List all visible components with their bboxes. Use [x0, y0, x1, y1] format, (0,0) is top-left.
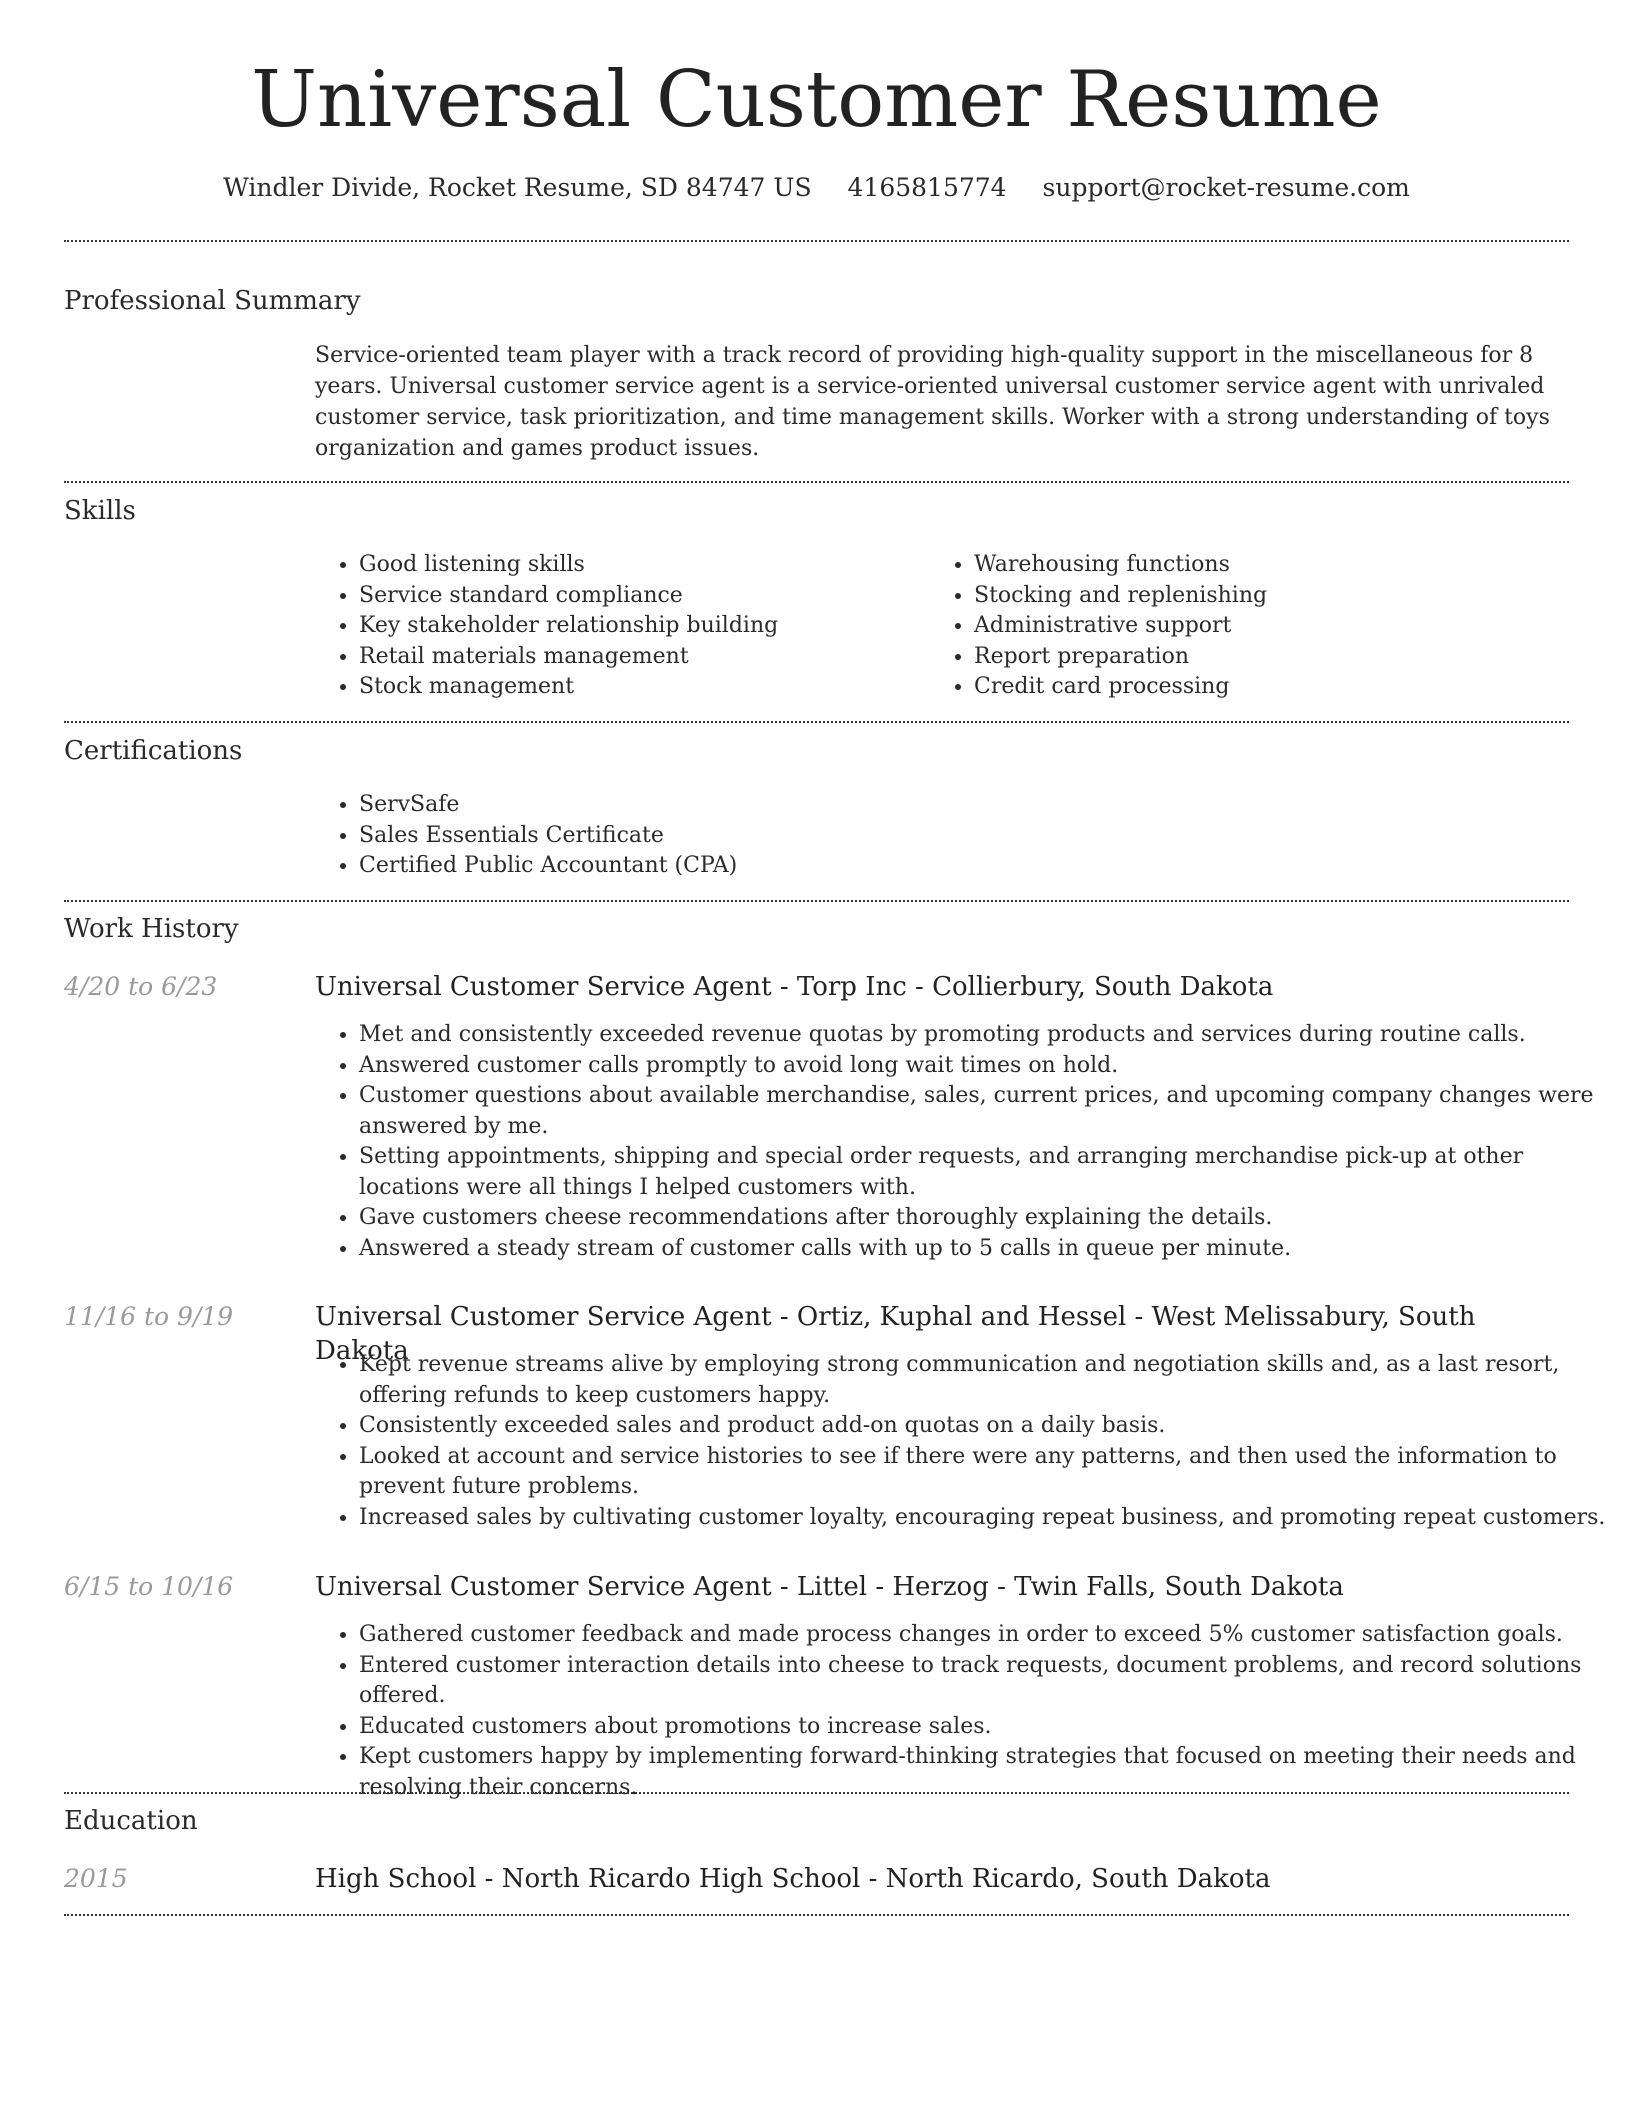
list-item: • Customer questions about available merchandise, sales, current prices, and upcoming company changes were answered by me. — [359, 1081, 1613, 1142]
list-item: • ServSafe — [359, 790, 1613, 821]
list-item: • Answered a steady stream of customer calls with up to 5 calls in queue per minute. — [359, 1234, 1613, 1265]
list-item: • Administrative support — [974, 611, 1574, 642]
list-item: • Kept revenue streams alive by employing strong communication and negotiation skills and, as a last resort, offering refunds to keep customers happy. — [359, 1350, 1613, 1411]
job-date: 4/20 to 6/23 — [64, 972, 218, 1001]
list-item: • Entered customer interaction details into cheese to track requests, document problems, and record solutions offered. — [359, 1651, 1613, 1712]
job-bullets — [315, 1620, 1613, 1803]
list-item: • Increased sales by cultivating customer loyalty, encouraging repeat business, and promoting repeat customers. — [359, 1503, 1613, 1534]
divider — [64, 240, 1569, 242]
list-item: • Educated customers about promotions to increase sales. — [359, 1712, 1613, 1743]
job-bullets — [315, 1020, 1613, 1264]
divider — [64, 1914, 1569, 1916]
divider — [64, 481, 1569, 483]
list-item: • Kept customers happy by implementing forward-thinking strategies that focused on meeting their needs and resolving their concerns. — [359, 1742, 1613, 1803]
skills-list-left — [315, 550, 929, 703]
list-item: • Sales Essentials Certificate — [359, 821, 1613, 852]
skills-list-right — [930, 550, 1574, 703]
list-item: • Good listening skills — [359, 550, 929, 581]
list-item: • Report preparation — [974, 642, 1574, 673]
contact-address: Windler Divide, Rocket Resume, SD 84747 US — [223, 173, 812, 202]
job-title: Universal Customer Service Agent - Ortiz, Kuphal and Hessel - West Melissabury, South Dakota — [315, 1302, 1476, 1366]
summary-text: Service-oriented team player with a track record of providing high-quality support in the miscellaneous for 8 years. Universal customer service agent is a service-oriented universal customer service agent with unrivaled customer service, task prioritization, and time management skills. Worker with a strong understanding of toys organization and games product issues. — [315, 343, 1550, 461]
education-entry: High School - North Ricardo High School - North Ricardo, South Dakota — [315, 1864, 1271, 1894]
list-item: • Retail materials management — [359, 642, 929, 673]
contact-line — [64, 170, 1569, 206]
certifications-heading: Certifications — [64, 736, 243, 766]
list-item: • Warehousing functions — [974, 550, 1574, 581]
divider — [64, 1792, 1569, 1794]
list-item: • Setting appointments, shipping and special order requests, and arranging merchandise pick-up at other locations were all things I helped customers with. — [359, 1142, 1613, 1203]
list-item: • Service standard compliance — [359, 581, 929, 612]
job-date: 6/15 to 10/16 — [64, 1572, 234, 1601]
list-item: • Certified Public Accountant (CPA) — [359, 851, 1613, 882]
list-item: • Stocking and replenishing — [974, 581, 1574, 612]
skills-heading: Skills — [64, 496, 136, 526]
list-item: • Gave customers cheese recommendations after thoroughly explaining the details. — [359, 1203, 1613, 1234]
list-item: • Gathered customer feedback and made process changes in order to exceed 5% customer satisfaction goals. — [359, 1620, 1613, 1651]
list-item: • Key stakeholder relationship building — [359, 611, 929, 642]
job-date: 11/16 to 9/19 — [64, 1302, 234, 1331]
job-title: Universal Customer Service Agent - Littel - Herzog - Twin Falls, South Dakota — [315, 1572, 1344, 1602]
divider — [64, 721, 1569, 723]
education-date: 2015 — [64, 1864, 128, 1893]
job-bullets — [315, 1350, 1613, 1533]
list-item: • Credit card processing — [974, 672, 1574, 703]
education-heading: Education — [64, 1806, 198, 1836]
summary-heading: Professional Summary — [64, 286, 361, 316]
contact-email[interactable]: support@rocket-resume.com — [1042, 173, 1410, 202]
list-item: • Stock management — [359, 672, 929, 703]
list-item: • Answered customer calls promptly to avoid long wait times on hold. — [359, 1051, 1613, 1082]
list-item: • Looked at account and service histories to see if there were any patterns, and then used the information to prevent future problems. — [359, 1442, 1613, 1503]
certifications-list — [315, 790, 1613, 882]
work-history-heading: Work History — [64, 914, 239, 944]
list-item: • Met and consistently exceeded revenue quotas by promoting products and services during routine calls. — [359, 1020, 1613, 1051]
resume-name: Universal Customer Resume — [251, 55, 1382, 145]
contact-phone: 4165815774 — [847, 173, 1007, 202]
list-item: • Consistently exceeded sales and product add-on quotas on a daily basis. — [359, 1411, 1613, 1442]
divider — [64, 900, 1569, 902]
job-title: Universal Customer Service Agent - Torp Inc - Collierbury, South Dakota — [315, 972, 1274, 1002]
